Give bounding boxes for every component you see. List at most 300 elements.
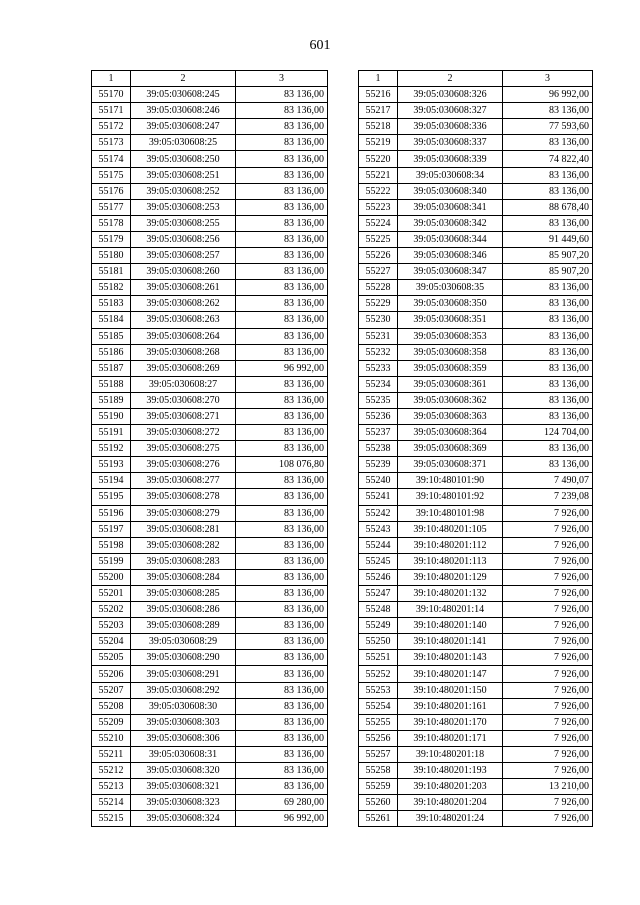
table-row — [92, 666, 328, 682]
row-number-cell: 55197 — [92, 521, 131, 537]
table-header-row — [92, 71, 328, 87]
value-cell: 7 926,00 — [503, 682, 593, 698]
row-number-cell: 55216 — [359, 87, 398, 103]
row-number-cell: 55225 — [359, 231, 398, 247]
cadastral-number-cell: 39:05:030608:27 — [131, 376, 236, 392]
value-cell: 83 136,00 — [236, 586, 328, 602]
table-row — [92, 602, 328, 618]
value-cell: 83 136,00 — [236, 199, 328, 215]
value-cell: 83 136,00 — [503, 457, 593, 473]
row-number-cell: 55217 — [359, 103, 398, 119]
row-number-cell: 55259 — [359, 779, 398, 795]
row-number-cell: 55260 — [359, 795, 398, 811]
row-number-cell: 55203 — [92, 618, 131, 634]
cadastral-number-cell: 39:05:030608:340 — [398, 183, 503, 199]
cadastral-number-cell: 39:05:030608:253 — [131, 199, 236, 215]
value-cell: 7 926,00 — [503, 521, 593, 537]
value-cell: 83 136,00 — [236, 215, 328, 231]
table-row — [359, 360, 593, 376]
cadastral-number-cell: 39:10:480201:171 — [398, 730, 503, 746]
cadastral-number-cell: 39:10:480201:147 — [398, 666, 503, 682]
row-number-cell: 55199 — [92, 553, 131, 569]
value-cell: 83 136,00 — [236, 521, 328, 537]
row-number-cell: 55223 — [359, 199, 398, 215]
row-number-cell: 55256 — [359, 730, 398, 746]
value-cell: 83 136,00 — [236, 569, 328, 585]
row-number-cell: 55258 — [359, 763, 398, 779]
table-row — [359, 618, 593, 634]
registry-table-left — [91, 70, 328, 827]
row-number-cell: 55247 — [359, 586, 398, 602]
table-row — [359, 167, 593, 183]
value-cell: 83 136,00 — [503, 296, 593, 312]
row-number-cell: 55219 — [359, 135, 398, 151]
cadastral-number-cell: 39:05:030608:25 — [131, 135, 236, 151]
row-number-cell: 55230 — [359, 312, 398, 328]
row-number-cell: 55243 — [359, 521, 398, 537]
table-row — [92, 473, 328, 489]
value-cell: 7 926,00 — [503, 569, 593, 585]
value-cell: 96 992,00 — [236, 811, 328, 827]
row-number-cell: 55189 — [92, 392, 131, 408]
cadastral-number-cell: 39:05:030608:35 — [398, 280, 503, 296]
value-cell: 83 136,00 — [236, 730, 328, 746]
value-cell: 96 992,00 — [503, 87, 593, 103]
table-row — [92, 811, 328, 827]
table-row — [359, 425, 593, 441]
row-number-cell: 55249 — [359, 618, 398, 634]
table-row — [92, 730, 328, 746]
cadastral-number-cell: 39:05:030608:326 — [398, 87, 503, 103]
row-number-cell: 55196 — [92, 505, 131, 521]
cadastral-number-cell: 39:10:480201:18 — [398, 746, 503, 762]
row-number-cell: 55175 — [92, 167, 131, 183]
table-row — [359, 376, 593, 392]
table-row — [359, 537, 593, 553]
table-row — [92, 199, 328, 215]
table-row — [359, 87, 593, 103]
table-row — [359, 103, 593, 119]
cadastral-number-cell: 39:05:030608:284 — [131, 569, 236, 585]
value-cell: 7 926,00 — [503, 730, 593, 746]
row-number-cell: 55174 — [92, 151, 131, 167]
value-cell: 83 136,00 — [236, 376, 328, 392]
value-cell: 77 593,60 — [503, 119, 593, 135]
value-cell: 7 926,00 — [503, 666, 593, 682]
row-number-cell: 55227 — [359, 264, 398, 280]
value-cell: 83 136,00 — [236, 441, 328, 457]
row-number-cell: 55234 — [359, 376, 398, 392]
table-row — [92, 360, 328, 376]
value-cell: 108 076,80 — [236, 457, 328, 473]
value-cell: 83 136,00 — [503, 328, 593, 344]
value-cell: 83 136,00 — [236, 602, 328, 618]
cadastral-number-cell: 39:10:480201:150 — [398, 682, 503, 698]
cadastral-number-cell: 39:05:030608:344 — [398, 231, 503, 247]
table-row — [92, 392, 328, 408]
cadastral-number-cell: 39:05:030608:255 — [131, 215, 236, 231]
value-cell: 83 136,00 — [236, 618, 328, 634]
row-number-cell: 55239 — [359, 457, 398, 473]
value-cell: 83 136,00 — [503, 376, 593, 392]
row-number-cell: 55179 — [92, 231, 131, 247]
cadastral-number-cell: 39:10:480201:203 — [398, 779, 503, 795]
value-cell: 7 926,00 — [503, 553, 593, 569]
row-number-cell: 55211 — [92, 746, 131, 762]
row-number-cell: 55248 — [359, 602, 398, 618]
value-cell: 83 136,00 — [503, 312, 593, 328]
table-row — [359, 328, 593, 344]
table-row — [359, 344, 593, 360]
table-row — [92, 167, 328, 183]
cadastral-number-cell: 39:05:030608:283 — [131, 553, 236, 569]
table-row — [359, 746, 593, 762]
table-row — [359, 489, 593, 505]
value-cell: 83 136,00 — [236, 87, 328, 103]
row-number-cell: 55171 — [92, 103, 131, 119]
cadastral-number-cell: 39:10:480201:141 — [398, 634, 503, 650]
table-row — [359, 264, 593, 280]
table-row — [92, 618, 328, 634]
registry-table-right — [358, 70, 593, 827]
column-header-1: 1 — [92, 71, 131, 87]
cadastral-number-cell: 39:05:030608:321 — [131, 779, 236, 795]
cadastral-number-cell: 39:05:030608:306 — [131, 730, 236, 746]
table-row — [92, 183, 328, 199]
cadastral-number-cell: 39:05:030608:277 — [131, 473, 236, 489]
value-cell: 83 136,00 — [236, 714, 328, 730]
table-row — [359, 392, 593, 408]
cadastral-number-cell: 39:05:030608:278 — [131, 489, 236, 505]
value-cell: 83 136,00 — [236, 408, 328, 424]
table-row — [92, 151, 328, 167]
row-number-cell: 55242 — [359, 505, 398, 521]
table-row — [359, 698, 593, 714]
table-row — [92, 489, 328, 505]
cadastral-number-cell: 39:05:030608:260 — [131, 264, 236, 280]
table-row — [359, 795, 593, 811]
table-row — [92, 569, 328, 585]
row-number-cell: 55220 — [359, 151, 398, 167]
row-number-cell: 55200 — [92, 569, 131, 585]
row-number-cell: 55215 — [92, 811, 131, 827]
table-row — [92, 248, 328, 264]
row-number-cell: 55204 — [92, 634, 131, 650]
row-number-cell: 55198 — [92, 537, 131, 553]
table-row — [359, 199, 593, 215]
cadastral-number-cell: 39:05:030608:279 — [131, 505, 236, 521]
table-row — [359, 569, 593, 585]
table-row — [359, 730, 593, 746]
row-number-cell: 55226 — [359, 248, 398, 264]
cadastral-number-cell: 39:05:030608:250 — [131, 151, 236, 167]
row-number-cell: 55233 — [359, 360, 398, 376]
table-row — [359, 457, 593, 473]
cadastral-number-cell: 39:05:030608:362 — [398, 392, 503, 408]
row-number-cell: 55212 — [92, 763, 131, 779]
cadastral-number-cell: 39:10:480101:90 — [398, 473, 503, 489]
table-row — [359, 215, 593, 231]
cadastral-number-cell: 39:10:480201:132 — [398, 586, 503, 602]
cadastral-number-cell: 39:05:030608:270 — [131, 392, 236, 408]
value-cell: 83 136,00 — [236, 151, 328, 167]
value-cell: 83 136,00 — [503, 135, 593, 151]
column-header-2: 2 — [131, 71, 236, 87]
cadastral-number-cell: 39:10:480201:143 — [398, 650, 503, 666]
cadastral-number-cell: 39:05:030608:272 — [131, 425, 236, 441]
cadastral-number-cell: 39:05:030608:247 — [131, 119, 236, 135]
cadastral-number-cell: 39:10:480201:193 — [398, 763, 503, 779]
cadastral-number-cell: 39:05:030608:359 — [398, 360, 503, 376]
table-row — [92, 215, 328, 231]
row-number-cell: 55176 — [92, 183, 131, 199]
table-row — [92, 231, 328, 247]
value-cell: 74 822,40 — [503, 151, 593, 167]
table-row — [92, 376, 328, 392]
value-cell: 91 449,60 — [503, 231, 593, 247]
cadastral-number-cell: 39:05:030608:346 — [398, 248, 503, 264]
row-number-cell: 55254 — [359, 698, 398, 714]
table-row — [359, 714, 593, 730]
row-number-cell: 55187 — [92, 360, 131, 376]
table-row — [359, 553, 593, 569]
value-cell: 83 136,00 — [236, 763, 328, 779]
registry-table-right-body — [359, 71, 593, 827]
value-cell: 83 136,00 — [236, 537, 328, 553]
table-row — [92, 135, 328, 151]
row-number-cell: 55206 — [92, 666, 131, 682]
row-number-cell: 55184 — [92, 312, 131, 328]
row-number-cell: 55193 — [92, 457, 131, 473]
table-row — [92, 264, 328, 280]
cadastral-number-cell: 39:05:030608:245 — [131, 87, 236, 103]
row-number-cell: 55229 — [359, 296, 398, 312]
table-row — [92, 344, 328, 360]
value-cell: 85 907,20 — [503, 264, 593, 280]
table-row — [92, 553, 328, 569]
table-row — [359, 634, 593, 650]
value-cell: 83 136,00 — [236, 746, 328, 762]
value-cell: 83 136,00 — [236, 666, 328, 682]
cadastral-number-cell: 39:05:030608:275 — [131, 441, 236, 457]
table-row — [92, 328, 328, 344]
value-cell: 83 136,00 — [236, 473, 328, 489]
cadastral-number-cell: 39:10:480201:170 — [398, 714, 503, 730]
row-number-cell: 55224 — [359, 215, 398, 231]
row-number-cell: 55221 — [359, 167, 398, 183]
row-number-cell: 55173 — [92, 135, 131, 151]
cadastral-number-cell: 39:05:030608:320 — [131, 763, 236, 779]
table-row — [359, 650, 593, 666]
value-cell: 83 136,00 — [503, 280, 593, 296]
value-cell: 83 136,00 — [503, 103, 593, 119]
cadastral-number-cell: 39:05:030608:291 — [131, 666, 236, 682]
table-row — [92, 682, 328, 698]
cadastral-number-cell: 39:05:030608:303 — [131, 714, 236, 730]
row-number-cell: 55237 — [359, 425, 398, 441]
cadastral-number-cell: 39:05:030608:341 — [398, 199, 503, 215]
table-row — [359, 135, 593, 151]
value-cell: 83 136,00 — [236, 103, 328, 119]
column-header-3: 3 — [503, 71, 593, 87]
table-row — [92, 280, 328, 296]
value-cell: 83 136,00 — [236, 698, 328, 714]
cadastral-number-cell: 39:05:030608:263 — [131, 312, 236, 328]
value-cell: 7 239,08 — [503, 489, 593, 505]
cadastral-number-cell: 39:05:030608:323 — [131, 795, 236, 811]
cadastral-number-cell: 39:10:480201:113 — [398, 553, 503, 569]
table-row — [92, 795, 328, 811]
table-row — [92, 441, 328, 457]
value-cell: 69 280,00 — [236, 795, 328, 811]
cadastral-number-cell: 39:05:030608:327 — [398, 103, 503, 119]
value-cell: 7 926,00 — [503, 746, 593, 762]
table-row — [359, 231, 593, 247]
cadastral-number-cell: 39:05:030608:353 — [398, 328, 503, 344]
cadastral-number-cell: 39:05:030608:246 — [131, 103, 236, 119]
row-number-cell: 55170 — [92, 87, 131, 103]
row-number-cell: 55244 — [359, 537, 398, 553]
value-cell: 83 136,00 — [503, 344, 593, 360]
table-row — [92, 408, 328, 424]
value-cell: 83 136,00 — [236, 650, 328, 666]
value-cell: 83 136,00 — [503, 360, 593, 376]
cadastral-number-cell: 39:05:030608:30 — [131, 698, 236, 714]
row-number-cell: 55208 — [92, 698, 131, 714]
cadastral-number-cell: 39:05:030608:282 — [131, 537, 236, 553]
cadastral-number-cell: 39:05:030608:271 — [131, 408, 236, 424]
page-number: 601 — [309, 38, 331, 53]
value-cell: 83 136,00 — [236, 634, 328, 650]
cadastral-number-cell: 39:05:030608:286 — [131, 602, 236, 618]
cadastral-number-cell: 39:05:030608:257 — [131, 248, 236, 264]
table-row — [359, 408, 593, 424]
cadastral-number-cell: 39:05:030608:290 — [131, 650, 236, 666]
value-cell: 83 136,00 — [503, 215, 593, 231]
value-cell: 83 136,00 — [236, 425, 328, 441]
cadastral-number-cell: 39:05:030608:252 — [131, 183, 236, 199]
row-number-cell: 55202 — [92, 602, 131, 618]
row-number-cell: 55250 — [359, 634, 398, 650]
value-cell: 13 210,00 — [503, 779, 593, 795]
cadastral-number-cell: 39:10:480101:92 — [398, 489, 503, 505]
cadastral-number-cell: 39:05:030608:337 — [398, 135, 503, 151]
table-row — [92, 779, 328, 795]
row-number-cell: 55192 — [92, 441, 131, 457]
table-row — [359, 280, 593, 296]
row-number-cell: 55218 — [359, 119, 398, 135]
row-number-cell: 55209 — [92, 714, 131, 730]
table-row — [92, 634, 328, 650]
table-row — [92, 714, 328, 730]
table-row — [359, 521, 593, 537]
row-number-cell: 55177 — [92, 199, 131, 215]
column-header-2: 2 — [398, 71, 503, 87]
row-number-cell: 55172 — [92, 119, 131, 135]
row-number-cell: 55191 — [92, 425, 131, 441]
table-row — [92, 521, 328, 537]
value-cell: 7 926,00 — [503, 618, 593, 634]
cadastral-number-cell: 39:10:480201:105 — [398, 521, 503, 537]
table-row — [92, 425, 328, 441]
value-cell: 83 136,00 — [503, 392, 593, 408]
value-cell: 83 136,00 — [236, 489, 328, 505]
value-cell: 83 136,00 — [236, 328, 328, 344]
value-cell: 83 136,00 — [236, 553, 328, 569]
value-cell: 83 136,00 — [236, 682, 328, 698]
row-number-cell: 55210 — [92, 730, 131, 746]
value-cell: 83 136,00 — [236, 312, 328, 328]
row-number-cell: 55246 — [359, 569, 398, 585]
column-header-1: 1 — [359, 71, 398, 87]
row-number-cell: 55178 — [92, 215, 131, 231]
row-number-cell: 55222 — [359, 183, 398, 199]
table-row — [359, 811, 593, 827]
row-number-cell: 55182 — [92, 280, 131, 296]
row-number-cell: 55251 — [359, 650, 398, 666]
table-row — [92, 650, 328, 666]
value-cell: 7 490,07 — [503, 473, 593, 489]
row-number-cell: 55232 — [359, 344, 398, 360]
table-header-row — [359, 71, 593, 87]
cadastral-number-cell: 39:05:030608:342 — [398, 215, 503, 231]
value-cell: 7 926,00 — [503, 634, 593, 650]
table-row — [359, 602, 593, 618]
value-cell: 7 926,00 — [503, 537, 593, 553]
row-number-cell: 55201 — [92, 586, 131, 602]
row-number-cell: 55253 — [359, 682, 398, 698]
cadastral-number-cell: 39:05:030608:31 — [131, 746, 236, 762]
row-number-cell: 55186 — [92, 344, 131, 360]
row-number-cell: 55238 — [359, 441, 398, 457]
cadastral-number-cell: 39:10:480201:112 — [398, 537, 503, 553]
cadastral-number-cell: 39:10:480201:161 — [398, 698, 503, 714]
row-number-cell: 55252 — [359, 666, 398, 682]
cadastral-number-cell: 39:05:030608:336 — [398, 119, 503, 135]
row-number-cell: 55245 — [359, 553, 398, 569]
value-cell: 83 136,00 — [236, 183, 328, 199]
cadastral-number-cell: 39:05:030608:285 — [131, 586, 236, 602]
cadastral-number-cell: 39:05:030608:324 — [131, 811, 236, 827]
table-row — [359, 779, 593, 795]
value-cell: 83 136,00 — [236, 135, 328, 151]
table-row — [92, 763, 328, 779]
value-cell: 83 136,00 — [236, 344, 328, 360]
value-cell: 83 136,00 — [503, 408, 593, 424]
value-cell: 7 926,00 — [503, 505, 593, 521]
cadastral-number-cell: 39:05:030608:369 — [398, 441, 503, 457]
cadastral-number-cell: 39:10:480201:14 — [398, 602, 503, 618]
value-cell: 83 136,00 — [503, 441, 593, 457]
row-number-cell: 55185 — [92, 328, 131, 344]
registry-table-left-body — [92, 71, 328, 827]
value-cell: 7 926,00 — [503, 763, 593, 779]
table-row — [92, 103, 328, 119]
row-number-cell: 55228 — [359, 280, 398, 296]
table-row — [359, 296, 593, 312]
table-row — [92, 537, 328, 553]
value-cell: 88 678,40 — [503, 199, 593, 215]
table-row — [92, 586, 328, 602]
cadastral-number-cell: 39:05:030608:361 — [398, 376, 503, 392]
row-number-cell: 55194 — [92, 473, 131, 489]
row-number-cell: 55214 — [92, 795, 131, 811]
cadastral-number-cell: 39:05:030608:268 — [131, 344, 236, 360]
cadastral-number-cell: 39:05:030608:276 — [131, 457, 236, 473]
value-cell: 83 136,00 — [236, 505, 328, 521]
row-number-cell: 55255 — [359, 714, 398, 730]
value-cell: 7 926,00 — [503, 795, 593, 811]
